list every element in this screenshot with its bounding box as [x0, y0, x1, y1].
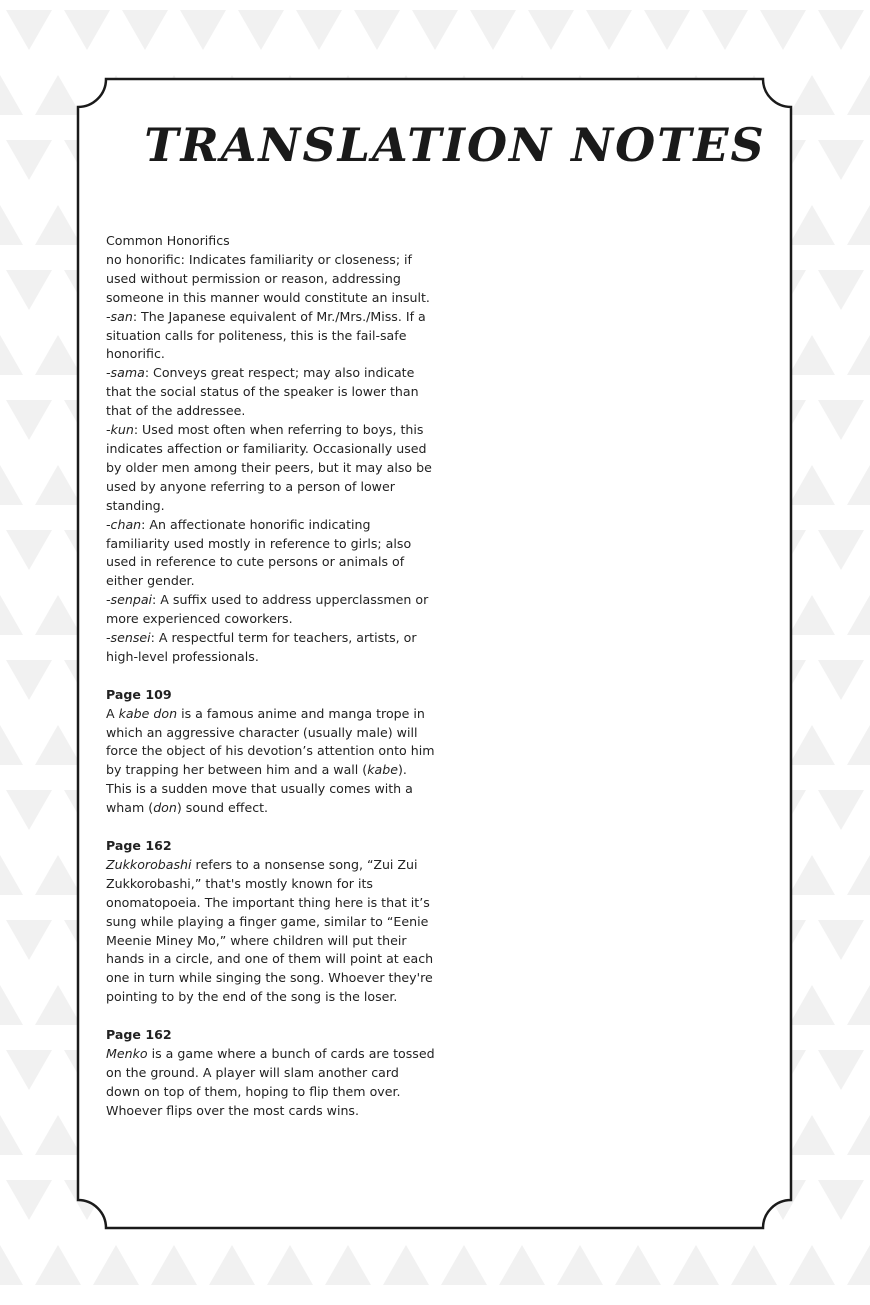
honorific-definition: : An affectionate honorific indicating familiarity used mostly in reference to girls; also used in reference to cute persons or animals of either gender. — [106, 516, 412, 589]
note-body: A kabe don is a famous anime and manga trope in which an aggressive character (usually male) will force the object of his devotion’s attention onto him by trapping her between him and a wall (kabe). This is a sudden move that usually comes with a wham (don) sound effect. — [106, 705, 435, 816]
note-page-heading: Page 162 — [106, 837, 172, 853]
honorific-definition: : Conveys great respect; may also indicate that the social status of the speaker is lower than that of the addressee. — [106, 365, 419, 419]
note-section — [106, 837, 436, 1007]
notes-content — [106, 232, 436, 1121]
honorifics-list — [106, 251, 436, 667]
honorific-definition: : The Japanese equivalent of Mr./Mrs./Miss. If a situation calls for politeness, this is the fail-safe honorific. — [106, 308, 426, 362]
honorific-term: -sensei — [106, 630, 151, 646]
honorific-term: -senpai — [106, 592, 153, 608]
honorific-entry — [106, 629, 436, 667]
note-body: Zukkorobashi refers to a nonsense song, “Zui Zui Zukkorobashi,” that's mostly known for its onomatopoeia. The important thing here is that it’s sung while playing a finger game, similar to “Eenie Meenie Miney Mo,” where children will put their hands in a circle, and one of them will point at each one in turn while singing the song. Whoever they're pointing to by the end of the song is the loser. — [106, 856, 434, 1005]
note-section — [106, 686, 436, 818]
note-page-heading: Page 162 — [106, 1027, 172, 1043]
honorific-definition: : A suffix used to address upperclassmen or more experienced coworkers. — [106, 592, 429, 627]
honorific-term: no honorific — [106, 251, 181, 267]
note-body: Menko is a game where a bunch of cards are tossed on the ground. A player will slam another card down on top of them, hoping to flip them over. Whoever flips over the most cards wins. — [106, 1045, 435, 1118]
honorific-definition: : Indicates familiarity or closeness; if used without permission or reason, addressing someone in this manner would constitute an insult. — [106, 251, 430, 305]
honorifics-section — [106, 232, 436, 667]
honorific-term: -chan — [106, 516, 142, 532]
page-title: TRANSLATION NOTES — [144, 118, 766, 172]
honorific-entry — [106, 516, 436, 592]
honorific-entry — [106, 308, 436, 365]
honorific-entry — [106, 591, 436, 629]
honorific-entry — [106, 421, 436, 516]
honorific-entry — [106, 251, 436, 308]
honorifics-heading: Common Honorifics — [106, 233, 230, 248]
honorific-entry — [106, 364, 436, 421]
honorific-definition: : A respectful term for teachers, artists, or high-level professionals. — [106, 630, 417, 664]
honorific-term: -kun — [106, 422, 134, 438]
honorific-term: -sama — [106, 365, 145, 381]
honorific-term: -san — [106, 308, 133, 324]
note-section — [106, 1026, 436, 1121]
note-page-heading: Page 109 — [106, 686, 172, 702]
honorific-definition: : Used most often when referring to boys, this indicates affection or familiarity. Occasionally used by older men among their peers, but it may also be used by anyone referring to a person of lower standing. — [106, 422, 432, 513]
